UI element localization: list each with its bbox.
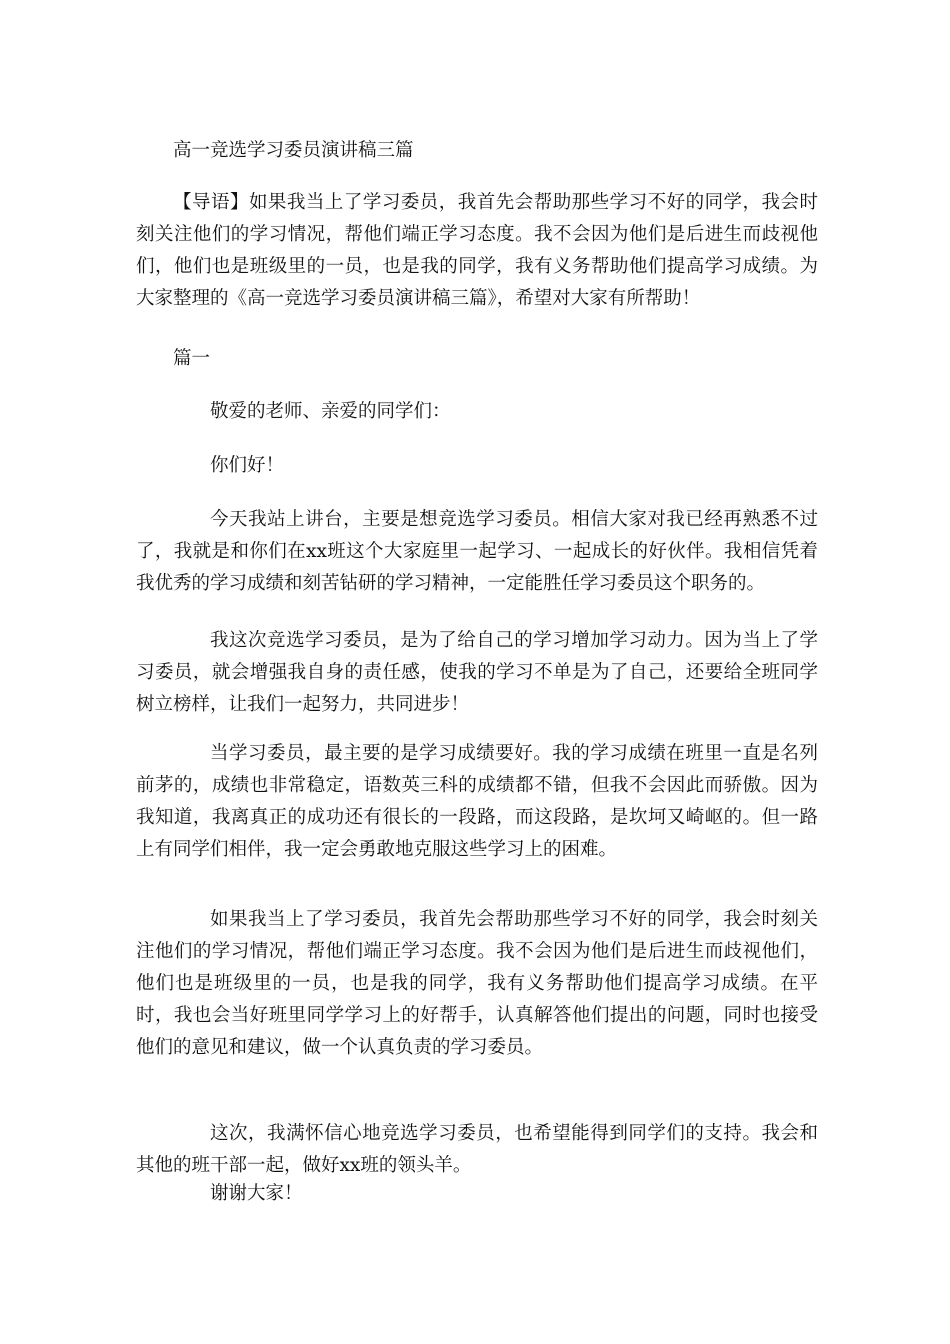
salutation: 敬爱的老师、亲爱的同学们：: [210, 401, 451, 422]
body-paragraph: 今天我站上讲台，主要是想竞选学习委员。相信大家对我已经再熟悉不过了，我就是和你们在xx班这个大家庭里一起学习、一起成长的好伙伴。我相信凭着我优秀的学习成绩和刻苦钻研的学习精神，一定能胜任学习委员这个职务的。: [136, 509, 818, 594]
closing: 谢谢大家！: [210, 1183, 303, 1204]
body-paragraph: 当学习委员，最主要的是学习成绩要好。我的学习成绩在班里一直是名列前茅的，成绩也非常稳定，语数英三科的成绩都不错，但我不会因此而骄傲。因为我知道，我离真正的成功还有很长的一段路，而这段路，是坎坷又崎岖的。但一路上有同学们相伴，我一定会勇敢地克服这些学习上的困难。: [136, 743, 818, 860]
body-paragraph: 如果我当上了学习委员，我首先会帮助那些学习不好的同学，我会时刻关注他们的学习情况，帮他们端正学习态度。我不会因为他们是后进生而歧视他们，他们也是班级里的一员，也是我的同学，我有义务帮助他们提高学习成绩。在平时，我也会当好班里同学学习上的好帮手，认真解答他们提出的问题，同时也接受他们的意见和建议，做一个认真负责的学习委员。: [136, 909, 818, 1058]
document-title: 高一竞选学习委员演讲稿三篇: [173, 140, 414, 161]
intro-paragraph: 【导语】如果我当上了学习委员，我首先会帮助那些学习不好的同学，我会时刻关注他们的学习情况，帮他们端正学习态度。我不会因为他们是后进生而歧视他们，他们也是班级里的一员，也是我的同学，我有义务帮助他们提高学习成绩。为大家整理的《高一竞选学习委员演讲稿三篇》，希望对大家有所帮助！: [136, 192, 818, 309]
greeting: 你们好！: [210, 455, 285, 476]
body-paragraph: 我这次竞选学习委员，是为了给自己的学习增加学习动力。因为当上了学习委员，就会增强我自身的责任感，使我的学习不单是为了自己，还要给全班同学树立榜样，让我们一起努力，共同进步！: [136, 630, 818, 715]
body-paragraph: 这次，我满怀信心地竞选学习委员，也希望能得到同学们的支持。我会和其他的班干部一起，做好xx班的领头羊。: [136, 1123, 818, 1176]
section-label: 篇一: [173, 348, 211, 369]
